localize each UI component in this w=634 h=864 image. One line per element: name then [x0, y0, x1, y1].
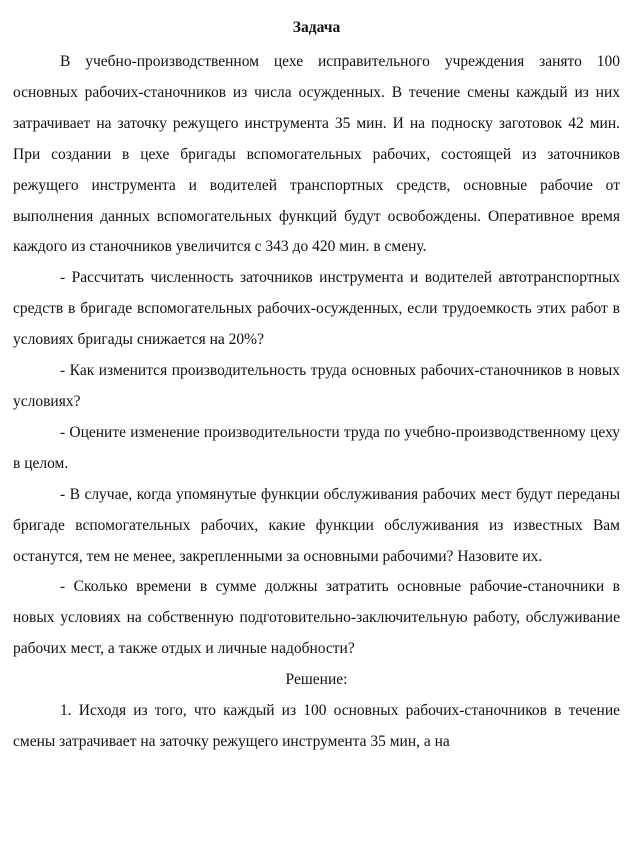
- question-remaining-functions: - В случае, когда упомянутые функции обслуживания рабочих мест будут переданы бригаде вспомогательных рабочих, какие функции обслуживания из известных Вам останутся, тем не менее, закрепленными за основными рабочими? Назовите их.: [13, 485, 620, 565]
- solution-paragraph: 1. Исходя из того, что каждый из 100 основных рабочих-станочников в течение смены затрачивает на заточку режущего инструмента 35 мин, а на: [13, 702, 620, 750]
- question-workers-count: - Рассчитать численность заточников инструмента и водителей автотранспортных средств в бригаде вспомогательных рабочих-осужденных, если трудоемкость этих работ в условиях бригады снижается на 20%?: [13, 269, 620, 349]
- question-productivity-change: - Как изменится производительность труда основных рабочих-станочников в новых условиях?: [13, 362, 620, 410]
- solution-heading: Решение:: [285, 671, 348, 689]
- question-workshop-productivity: - Оцените изменение производительности труда по учебно-производственному цеху в целом.: [13, 423, 620, 472]
- document-title: Задача: [292, 19, 341, 36]
- task-paragraph: В учебно-производственном цехе исправительного учреждения занято 100 основных рабочих-станочников из числа осужденных. В течение смены каждый из них затрачивает на заточку режущего инструмента 35 мин. И на подноску заготовок 42 мин. При создании в цехе бригады вспомогательных рабочих, состоящей из заточников режущего инструмента и водителей транспортных средств, основные рабочие от выполнения данных вспомогательных функций будут освобождены. Оперативное время каждого из станочников увеличится с 343 до 420 мин. в смену.: [13, 53, 620, 256]
- question-total-time: - Сколько времени в сумме должны затратить основные рабочие-станочники в новых условиях на собственную подготовительно-заключительную работу, обслуживание рабочих мест, а также отдых и личные надобности?: [13, 578, 620, 658]
